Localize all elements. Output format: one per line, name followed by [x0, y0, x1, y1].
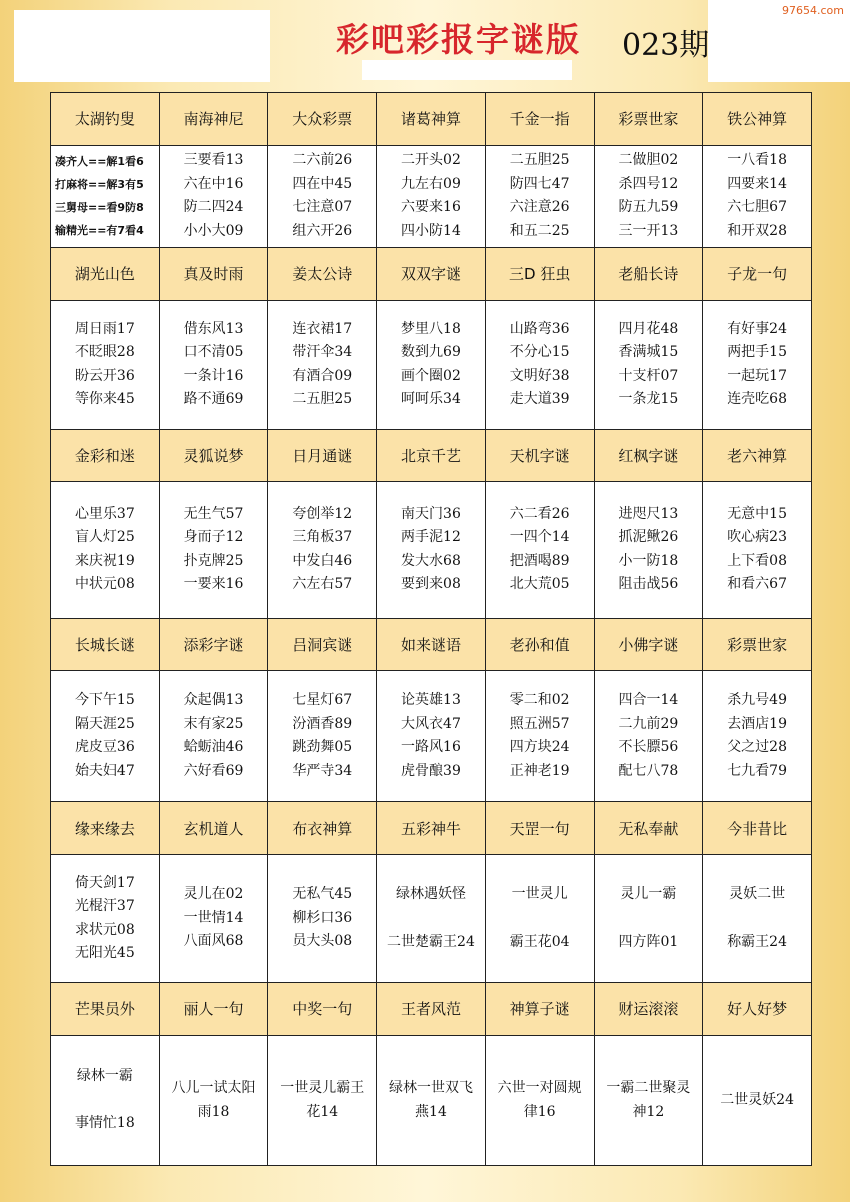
data-row — [51, 145, 812, 247]
column-header: 太湖钓叟 — [51, 93, 160, 146]
column-header: 三D 狂虫 — [485, 247, 594, 300]
puzzle-line: 父之过28 — [727, 739, 788, 756]
puzzle-line: 虎骨酿39 — [401, 762, 461, 779]
header-row — [51, 429, 812, 482]
column-header: 长城长谜 — [51, 618, 160, 671]
puzzle-line: 一起玩17 — [727, 367, 788, 384]
line-spacer — [51, 1088, 159, 1112]
puzzle-line: 带汗伞34 — [292, 344, 353, 361]
column-header: 南海神尼 — [159, 93, 268, 146]
puzzle-line: 盼云开36 — [74, 367, 135, 384]
puzzle-line: 九左右09 — [401, 175, 461, 192]
puzzle-line: 防二四24 — [183, 199, 244, 216]
puzzle-line: 山路弯36 — [509, 320, 570, 337]
column-header: 小佛字谜 — [594, 618, 703, 671]
puzzle-line: 阻击战56 — [618, 576, 679, 593]
puzzle-line: 光棍汗37 — [74, 898, 135, 915]
puzzle-line: 梦里八18 — [401, 320, 461, 337]
puzzle-cell — [268, 1035, 377, 1165]
puzzle-cell — [703, 300, 812, 429]
puzzle-line: 六世一对圆规律16 — [497, 1080, 582, 1121]
puzzle-cell — [268, 855, 377, 983]
puzzle-cell — [51, 145, 160, 247]
puzzle-cell — [268, 482, 377, 618]
puzzle-line: 华严寺34 — [292, 762, 353, 779]
puzzle-line: 要到来08 — [401, 576, 461, 593]
puzzle-cell — [485, 1035, 594, 1165]
puzzle-line: 周日雨17 — [74, 320, 135, 337]
puzzle-line: 始夫妇47 — [74, 762, 135, 779]
puzzle-line: 一要来16 — [183, 576, 244, 593]
puzzle-cell — [377, 482, 486, 618]
puzzle-line: 三一开13 — [618, 222, 679, 239]
header-row — [51, 802, 812, 855]
puzzle-line: 两把手15 — [727, 344, 788, 361]
puzzle-cell — [51, 300, 160, 429]
column-header: 无私奉献 — [594, 802, 703, 855]
puzzle-cell — [159, 482, 268, 618]
column-header: 彩票世家 — [594, 93, 703, 146]
column-header: 玄机道人 — [159, 802, 268, 855]
rule-line: 打麻将==解3有5 — [55, 178, 144, 192]
rule-line: 凑齐人==解1看6 — [55, 155, 144, 169]
puzzle-line: 发大水68 — [401, 552, 461, 569]
puzzle-line: 上下看08 — [727, 552, 788, 569]
puzzle-cell — [159, 1035, 268, 1165]
puzzle-cell — [485, 300, 594, 429]
puzzle-line: 七星灯67 — [292, 692, 353, 709]
puzzle-line: 六在中16 — [183, 175, 244, 192]
puzzle-line: 六二看26 — [509, 505, 570, 522]
puzzle-line: 吹心病23 — [727, 529, 788, 546]
line-spacer — [486, 907, 594, 931]
puzzle-line: 防五九59 — [618, 199, 679, 216]
puzzle-line: 组六开26 — [292, 222, 353, 239]
column-header: 子龙一句 — [703, 247, 812, 300]
puzzle-cell — [377, 1035, 486, 1165]
puzzle-cell — [51, 482, 160, 618]
puzzle-line: 去酒店19 — [727, 715, 788, 732]
column-header: 彩票世家 — [703, 618, 812, 671]
puzzle-line: 无生气57 — [183, 505, 244, 522]
puzzle-line: 三角板37 — [292, 529, 353, 546]
puzzle-line: 有酒合09 — [292, 367, 353, 384]
puzzle-line: 四要来14 — [727, 175, 788, 192]
puzzle-line: 小一防18 — [618, 552, 679, 569]
puzzle-line: 十支杆07 — [618, 367, 679, 384]
puzzle-table — [50, 92, 812, 1166]
puzzle-line: 呵呵乐34 — [401, 391, 461, 408]
puzzle-line: 无私气45 — [292, 886, 353, 903]
column-header: 中奖一句 — [268, 983, 377, 1036]
puzzle-cell — [703, 145, 812, 247]
white-mask-center — [362, 60, 572, 80]
column-header: 诸葛神算 — [377, 93, 486, 146]
puzzle-line: 杀四号12 — [618, 175, 679, 192]
header-row — [51, 93, 812, 146]
puzzle-cell — [594, 1035, 703, 1165]
puzzle-line: 六七胆67 — [727, 199, 788, 216]
puzzle-line: 有好事24 — [727, 320, 788, 337]
puzzle-line: 北大荒05 — [509, 576, 570, 593]
puzzle-cell — [594, 855, 703, 983]
puzzle-line: 夸创举12 — [292, 505, 353, 522]
puzzle-cell — [377, 300, 486, 429]
puzzle-line: 八儿一试太阳雨18 — [171, 1080, 256, 1121]
puzzle-line: 灵妖二世 — [729, 886, 786, 903]
column-header: 红枫字谜 — [594, 429, 703, 482]
column-header: 北京千艺 — [377, 429, 486, 482]
puzzle-line: 八面风68 — [183, 933, 244, 950]
column-header: 缘来缘去 — [51, 802, 160, 855]
puzzle-line: 七注意07 — [292, 199, 353, 216]
puzzle-cell — [51, 671, 160, 802]
column-header: 财运滚滚 — [594, 983, 703, 1036]
puzzle-line: 配七八78 — [618, 762, 679, 779]
puzzle-line: 绿林遇妖怪 — [395, 886, 466, 903]
puzzle-line: 跳劲舞05 — [292, 739, 353, 756]
white-mask-left — [14, 10, 270, 82]
puzzle-line: 连衣裙17 — [292, 320, 353, 337]
column-header: 五彩神牛 — [377, 802, 486, 855]
puzzle-line: 三要看13 — [183, 152, 244, 169]
column-header: 芒果员外 — [51, 983, 160, 1036]
puzzle-line: 二五胆25 — [292, 391, 353, 408]
column-header: 今非昔比 — [703, 802, 812, 855]
puzzle-line: 二世灵妖24 — [720, 1092, 795, 1109]
puzzle-line: 进咫尺13 — [618, 505, 679, 522]
column-header: 天机字谜 — [485, 429, 594, 482]
puzzle-line: 小小大09 — [183, 222, 244, 239]
page-title: 彩吧彩报字谜版 — [336, 20, 581, 59]
column-header: 灵狐说梦 — [159, 429, 268, 482]
puzzle-cell — [594, 482, 703, 618]
puzzle-line: 无阳光45 — [74, 945, 135, 962]
puzzle-line: 中状元08 — [74, 576, 135, 593]
puzzle-line: 二六前26 — [292, 152, 353, 169]
puzzle-line: 求状元08 — [74, 921, 135, 938]
puzzle-line: 二九前29 — [618, 715, 679, 732]
column-header: 双双字谜 — [377, 247, 486, 300]
puzzle-line: 柳杉口36 — [292, 909, 353, 926]
puzzle-cell — [51, 855, 160, 983]
puzzle-line: 把酒喝89 — [509, 552, 570, 569]
puzzle-line: 蛤蛎油46 — [183, 739, 244, 756]
puzzle-line: 倚天剑17 — [74, 874, 135, 891]
puzzle-line: 二世楚霸王24 — [387, 933, 475, 950]
puzzle-line: 扑克牌25 — [183, 552, 244, 569]
column-header: 日月通谜 — [268, 429, 377, 482]
column-header: 千金一指 — [485, 93, 594, 146]
puzzle-line: 一四个14 — [509, 529, 570, 546]
puzzle-cell — [485, 145, 594, 247]
puzzle-line: 汾酒香89 — [292, 715, 353, 732]
puzzle-line: 中发白46 — [292, 552, 353, 569]
column-header: 金彩和迷 — [51, 429, 160, 482]
puzzle-line: 路不通69 — [183, 391, 244, 408]
puzzle-line: 一霸二世聚灵神12 — [606, 1080, 691, 1121]
puzzle-line: 一条龙15 — [618, 391, 679, 408]
puzzle-cell — [159, 300, 268, 429]
puzzle-line: 两手泥12 — [401, 529, 461, 546]
puzzle-cell — [485, 482, 594, 618]
puzzle-cell — [703, 855, 812, 983]
puzzle-line: 七九看79 — [727, 762, 788, 779]
puzzle-cell — [51, 1035, 160, 1165]
puzzle-cell — [703, 671, 812, 802]
puzzle-line: 南天门36 — [401, 505, 461, 522]
column-header: 老孙和值 — [485, 618, 594, 671]
puzzle-line: 隔天涯25 — [74, 715, 135, 732]
puzzle-line: 借东风13 — [183, 320, 244, 337]
puzzle-line: 六注意26 — [509, 199, 570, 216]
data-row — [51, 300, 812, 429]
puzzle-line: 四小防14 — [401, 222, 461, 239]
puzzle-line: 一世情14 — [183, 909, 244, 926]
puzzle-line: 和看六67 — [727, 576, 788, 593]
puzzle-cell — [485, 855, 594, 983]
data-row — [51, 1035, 812, 1165]
puzzle-line: 员大头08 — [292, 933, 353, 950]
header-row — [51, 247, 812, 300]
puzzle-line: 一世灵儿 — [511, 886, 568, 903]
data-row — [51, 482, 812, 618]
column-header: 老船长诗 — [594, 247, 703, 300]
puzzle-line: 绿林一霸 — [76, 1067, 133, 1084]
puzzle-line: 数到九69 — [401, 344, 461, 361]
column-header: 真及时雨 — [159, 247, 268, 300]
puzzle-line: 四方阵01 — [618, 933, 679, 950]
puzzle-line: 身而子12 — [183, 529, 244, 546]
puzzle-line: 不长膘56 — [618, 739, 679, 756]
puzzle-line: 无意中15 — [727, 505, 788, 522]
puzzle-cell — [159, 145, 268, 247]
puzzle-line: 称霸王24 — [727, 933, 788, 950]
puzzle-line: 二做胆02 — [618, 152, 679, 169]
puzzle-line: 大风衣47 — [401, 715, 461, 732]
rule-line: 输精光==有7看4 — [55, 224, 144, 238]
puzzle-line: 一条计16 — [183, 367, 244, 384]
column-header: 天罡一句 — [485, 802, 594, 855]
puzzle-line: 六左右57 — [292, 576, 353, 593]
puzzle-line: 一世灵儿霸王花14 — [280, 1080, 365, 1121]
puzzle-line: 四合一14 — [618, 692, 679, 709]
puzzle-line: 防四七47 — [509, 175, 570, 192]
column-header: 如来谜语 — [377, 618, 486, 671]
issue-number: 023期 — [622, 28, 710, 63]
puzzle-cell — [268, 145, 377, 247]
puzzle-line: 众起偶13 — [183, 692, 244, 709]
column-header: 添彩字谜 — [159, 618, 268, 671]
header-row — [51, 618, 812, 671]
puzzle-cell — [377, 145, 486, 247]
column-header: 布衣神算 — [268, 802, 377, 855]
puzzle-cell — [159, 855, 268, 983]
puzzle-line: 绿林一世双飞燕14 — [388, 1080, 473, 1121]
puzzle-line: 六好看69 — [183, 762, 244, 779]
puzzle-cell — [377, 855, 486, 983]
header-row — [51, 983, 812, 1036]
puzzle-line: 走大道39 — [509, 391, 570, 408]
column-header: 丽人一句 — [159, 983, 268, 1036]
column-header: 铁公神算 — [703, 93, 812, 146]
column-header: 湖光山色 — [51, 247, 160, 300]
puzzle-line: 二开头02 — [401, 152, 461, 169]
site-watermark: 97654.com — [782, 4, 844, 17]
puzzle-cell — [485, 671, 594, 802]
puzzle-line: 不分心15 — [509, 344, 570, 361]
puzzle-cell — [268, 300, 377, 429]
puzzle-cell — [377, 671, 486, 802]
puzzle-cell — [268, 671, 377, 802]
puzzle-line: 灵儿在02 — [183, 886, 244, 903]
puzzle-line: 一八看18 — [727, 152, 788, 169]
puzzle-line: 照五洲57 — [509, 715, 570, 732]
puzzle-line: 四月花48 — [618, 320, 679, 337]
puzzle-line: 口不清05 — [183, 344, 244, 361]
data-row — [51, 855, 812, 983]
column-header: 大众彩票 — [268, 93, 377, 146]
puzzle-line: 灵儿一霸 — [620, 886, 677, 903]
puzzle-line: 画个圈02 — [401, 367, 461, 384]
puzzle-line: 事情忙18 — [74, 1115, 135, 1132]
puzzle-line: 文明好38 — [509, 367, 570, 384]
puzzle-line: 四在中45 — [292, 175, 353, 192]
column-header: 神算子谜 — [485, 983, 594, 1036]
puzzle-line: 六要来16 — [401, 199, 461, 216]
puzzle-line: 连壳吃68 — [727, 391, 788, 408]
line-spacer — [703, 907, 811, 931]
puzzle-line: 今下午15 — [74, 692, 135, 709]
data-row — [51, 671, 812, 802]
puzzle-cell — [703, 1035, 812, 1165]
puzzle-cell — [594, 671, 703, 802]
line-spacer — [377, 907, 485, 931]
puzzle-line: 四方块24 — [509, 739, 570, 756]
puzzle-line: 杀九号49 — [727, 692, 788, 709]
puzzle-line: 二五胆25 — [509, 152, 570, 169]
puzzle-line: 虎皮豆36 — [74, 739, 135, 756]
puzzle-line: 和开双28 — [727, 222, 788, 239]
puzzle-line: 心里乐37 — [74, 505, 135, 522]
line-spacer — [595, 907, 703, 931]
puzzle-line: 霸王花04 — [509, 933, 570, 950]
puzzle-line: 香满城15 — [618, 344, 679, 361]
puzzle-line: 和五二25 — [509, 222, 570, 239]
puzzle-cell — [703, 482, 812, 618]
puzzle-line: 来庆祝19 — [74, 552, 135, 569]
puzzle-line: 论英雄13 — [401, 692, 461, 709]
puzzle-cell — [594, 145, 703, 247]
puzzle-cell — [594, 300, 703, 429]
puzzle-line: 不眨眼28 — [74, 344, 135, 361]
column-header: 老六神算 — [703, 429, 812, 482]
column-header: 王者风范 — [377, 983, 486, 1036]
column-header: 吕洞宾谜 — [268, 618, 377, 671]
puzzle-cell — [159, 671, 268, 802]
puzzle-line: 一路风16 — [401, 739, 461, 756]
column-header: 姜太公诗 — [268, 247, 377, 300]
column-header: 好人好梦 — [703, 983, 812, 1036]
puzzle-line: 正神老19 — [509, 762, 570, 779]
rule-line: 三舅母==看9防8 — [55, 201, 144, 215]
puzzle-line: 等你来45 — [74, 391, 135, 408]
puzzle-line: 抓泥鳅26 — [618, 529, 679, 546]
puzzle-line: 零二和02 — [509, 692, 570, 709]
puzzle-line: 盲人灯25 — [74, 529, 135, 546]
puzzle-line: 末有家25 — [183, 715, 244, 732]
